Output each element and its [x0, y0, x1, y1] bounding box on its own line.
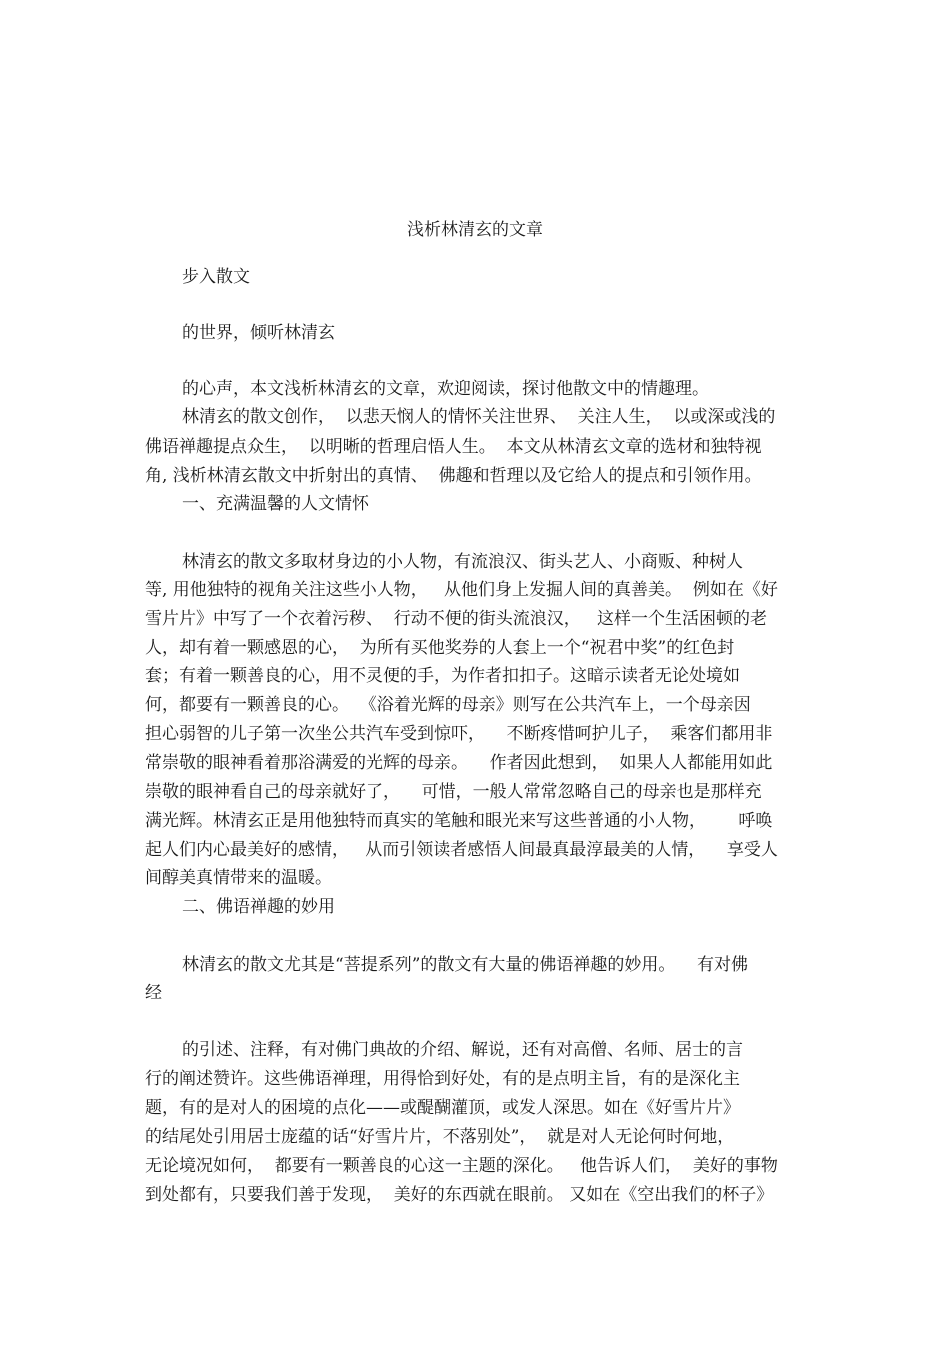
text-line: 林清玄的散文多取材身边的小人物，有流浪汉、街头艺人、小商贩、种树人	[182, 552, 743, 572]
text-line: 无论境况如何， 都要有一颗善良的心这一主题的深化。 他告诉人们， 美好的事物	[145, 1156, 778, 1176]
text-line: 崇敬的眼神看自己的母亲就好了， 可惜，一般人常常忽略自己的母亲也是那样充	[145, 782, 762, 802]
text-line: 套；有着一颗善良的心，用不灵便的手，为作者扣扣子。这暗示读者无论处境如	[145, 666, 740, 686]
text-line: 经	[145, 983, 162, 1003]
text-line: 何，都要有一颗善良的心。 《浴着光辉的母亲》则写在公共汽车上，一个母亲因	[145, 695, 751, 715]
text-line: 担心弱智的儿子第一次坐公共汽车受到惊吓， 不断疼惜呵护儿子， 乘客们都用非	[145, 724, 773, 744]
text-line: 的心声，本文浅析林清玄的文章，欢迎阅读，探讨他散文中的情趣理。	[182, 379, 709, 399]
text-line: 到处都有，只要我们善于发现， 美好的东西就在眼前。 又如在《空出我们的杯子》	[145, 1185, 774, 1205]
text-line: 的引述、注释，有对佛门典故的介绍、解说，还有对高僧、名师、居士的言	[182, 1040, 743, 1060]
text-line: 雪片片》中写了一个衣着污秽、 行动不便的街头流浪汉， 这样一个生活困顿的老	[145, 609, 768, 629]
document-title: 浅析林清玄的文章	[407, 220, 543, 240]
text-line: 起人们内心最美好的感情， 从而引领读者感悟人间最真最淳最美的人情， 享受人	[145, 840, 778, 860]
text-line: 题，有的是对人的困境的点化——或醍醐灌顶，或发人深思。如在《好雪片片》	[145, 1098, 740, 1118]
text-line: 行的阐述赞许。这些佛语禅理，用得恰到好处，有的是点明主旨，有的是深化主	[145, 1069, 740, 1089]
text-line: 等, 用他独特的视角关注这些小人物， 从他们身上发掘人间的真善美。 例如在《好	[145, 580, 778, 600]
section-heading: 一、充满温馨的人文情怀	[182, 494, 369, 514]
text-line: 满光辉。林清玄正是用他独特而真实的笔触和眼光来写这些普通的小人物， 呼唤	[145, 811, 773, 831]
text-line: 间醇美真情带来的温暖。	[145, 868, 332, 888]
text-line: 林清玄的散文创作， 以悲天悯人的情怀关注世界、 关注人生， 以或深或浅的	[182, 407, 776, 427]
text-line: 人，却有着一颗感恩的心， 为所有买他奖券的人套上一个“祝君中奖”的红色封	[145, 638, 735, 658]
text-line: 林清玄的散文尤其是“菩提系列”的散文有大量的佛语禅趣的妙用。 有对佛	[182, 955, 748, 975]
text-line: 的结尾处引用居士庞蕴的话“好雪片片，不落别处”， 就是对人无论何时何地，	[145, 1127, 735, 1147]
text-line: 常崇敬的眼神看着那浴满爱的光辉的母亲。 作者因此想到， 如果人人都能用如此	[145, 753, 773, 773]
text-line: 佛语禅趣提点众生， 以明晰的哲理启悟人生。 本文从林清玄文章的选材和独特视	[145, 437, 762, 457]
text-line: 的世界，倾听林清玄	[182, 323, 335, 343]
text-line: 角, 浅析林清玄散文中折射出的真情、 佛趣和哲理以及它给人的提点和引领作用。	[145, 466, 762, 486]
text-line: 步入散文	[182, 267, 250, 287]
section-heading: 二、佛语禅趣的妙用	[182, 897, 335, 917]
